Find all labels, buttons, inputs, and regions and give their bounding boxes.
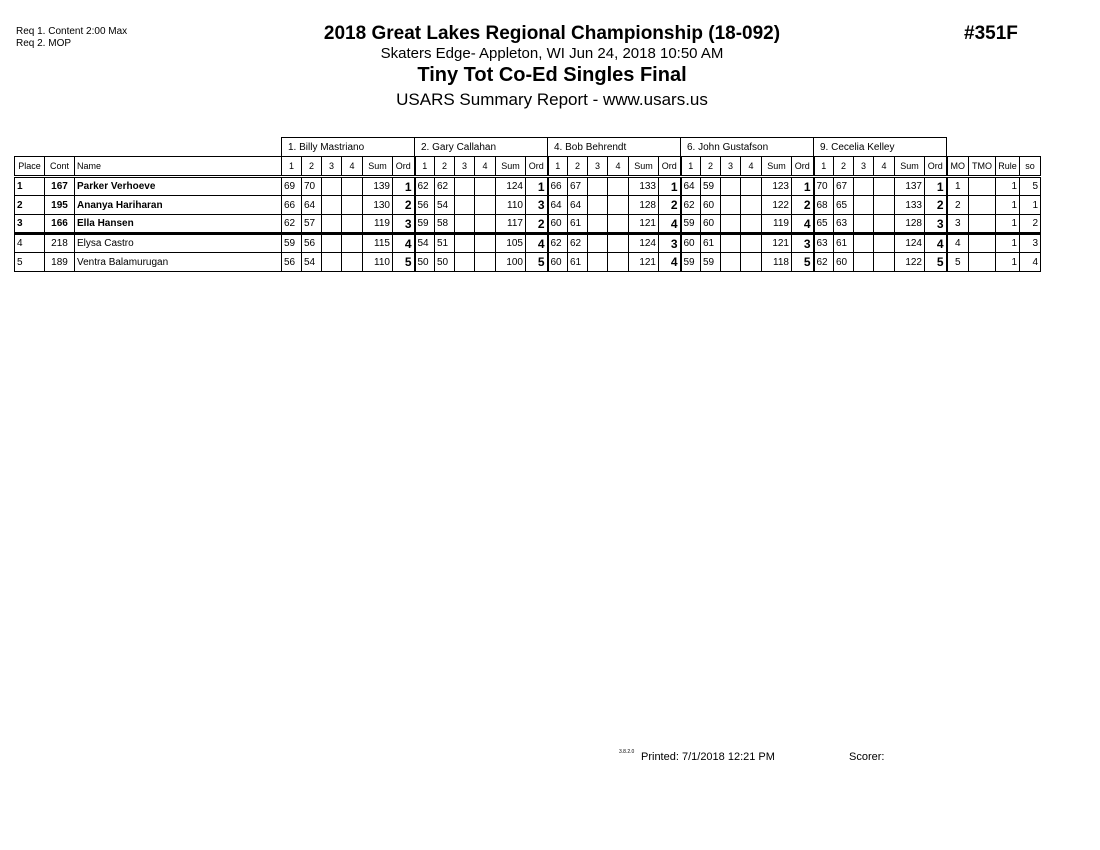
score-cell: 59 — [681, 253, 701, 272]
score-cell: 70 — [302, 177, 322, 196]
score-cell: 61 — [568, 253, 588, 272]
col-header-judge: 1 — [814, 157, 834, 177]
col-header-judge: Ord — [792, 157, 814, 177]
sum-cell: 121 — [762, 234, 792, 253]
ordinal-cell: 5 — [393, 253, 415, 272]
score-cell — [475, 177, 496, 196]
ordinal-cell: 1 — [526, 177, 548, 196]
name-cell: Ananya Hariharan — [75, 196, 282, 215]
table-row — [15, 196, 1041, 215]
ordinal-cell: 4 — [792, 215, 814, 234]
score-cell: 54 — [302, 253, 322, 272]
ordinal-cell: 1 — [393, 177, 415, 196]
rule-cell: 1 — [996, 177, 1020, 196]
mo-cell: 5 — [947, 253, 969, 272]
score-cell — [475, 234, 496, 253]
ordinal-cell: 1 — [925, 177, 947, 196]
tmo-cell — [969, 196, 996, 215]
score-cell: 64 — [548, 196, 568, 215]
event-number: #351F — [964, 23, 1018, 44]
col-header-mo: MO — [947, 157, 969, 177]
score-cell: 56 — [415, 196, 435, 215]
score-cell — [608, 177, 629, 196]
score-cell — [475, 253, 496, 272]
score-cell: 69 — [282, 177, 302, 196]
place-cell: 3 — [15, 215, 45, 234]
score-cell: 68 — [814, 196, 834, 215]
sum-cell: 122 — [895, 253, 925, 272]
score-cell — [741, 234, 762, 253]
score-cell: 64 — [568, 196, 588, 215]
venue-line: Skaters Edge- Appleton, WI Jun 24, 2018 10:50 AM — [380, 45, 724, 62]
score-cell — [322, 215, 342, 234]
score-cell — [322, 177, 342, 196]
col-header-judge: 2 — [701, 157, 721, 177]
so-cell: 3 — [1020, 234, 1041, 253]
mo-cell: 4 — [947, 234, 969, 253]
sum-cell: 122 — [762, 196, 792, 215]
score-cell: 60 — [548, 253, 568, 272]
col-header-judge: 3 — [721, 157, 741, 177]
col-header-so: so — [1020, 157, 1041, 177]
score-cell — [608, 234, 629, 253]
name-cell: Ella Hansen — [75, 215, 282, 234]
col-header-judge: 3 — [854, 157, 874, 177]
score-cell — [322, 253, 342, 272]
score-cell — [874, 196, 895, 215]
score-cell: 66 — [548, 177, 568, 196]
ordinal-cell: 2 — [925, 196, 947, 215]
sum-cell: 119 — [363, 215, 393, 234]
sum-cell: 133 — [629, 177, 659, 196]
score-cell: 63 — [834, 215, 854, 234]
ordinal-cell: 2 — [393, 196, 415, 215]
score-cell: 65 — [834, 196, 854, 215]
sum-cell: 118 — [762, 253, 792, 272]
col-header-judge: 2 — [568, 157, 588, 177]
score-cell — [721, 196, 741, 215]
col-header-judge: Sum — [762, 157, 792, 177]
score-cell — [854, 215, 874, 234]
score-cell — [455, 196, 475, 215]
cont-cell: 218 — [45, 234, 75, 253]
score-cell — [608, 253, 629, 272]
ordinal-cell: 1 — [659, 177, 681, 196]
table-row — [15, 215, 1041, 234]
score-cell — [854, 196, 874, 215]
score-cell: 58 — [435, 215, 455, 234]
mo-cell: 2 — [947, 196, 969, 215]
table-row — [15, 177, 1041, 196]
score-cell — [342, 234, 363, 253]
sum-cell: 133 — [895, 196, 925, 215]
sum-cell: 121 — [629, 215, 659, 234]
ordinal-cell: 3 — [393, 215, 415, 234]
so-cell: 5 — [1020, 177, 1041, 196]
col-header-judge: 2 — [834, 157, 854, 177]
score-cell — [608, 196, 629, 215]
score-cell — [322, 234, 342, 253]
so-cell: 4 — [1020, 253, 1041, 272]
header-spacer — [15, 138, 282, 157]
printed-timestamp: Printed: 7/1/2018 12:21 PM — [641, 751, 775, 763]
ordinal-cell: 2 — [659, 196, 681, 215]
ordinal-cell: 4 — [925, 234, 947, 253]
col-header-rule: Rule — [996, 157, 1020, 177]
score-cell: 65 — [814, 215, 834, 234]
version-label: 3.8.2.0 — [619, 749, 635, 755]
sum-cell: 110 — [363, 253, 393, 272]
sum-cell: 119 — [762, 215, 792, 234]
score-cell — [342, 177, 363, 196]
score-cell — [588, 196, 608, 215]
col-header-judge: 2 — [302, 157, 322, 177]
score-cell: 59 — [681, 215, 701, 234]
ordinal-cell: 5 — [526, 253, 548, 272]
col-header-name: Name — [75, 157, 282, 177]
rule-cell: 1 — [996, 253, 1020, 272]
ordinal-cell: 2 — [526, 215, 548, 234]
score-cell — [608, 215, 629, 234]
col-header-judge: 1 — [548, 157, 568, 177]
score-cell — [741, 177, 762, 196]
score-cell — [874, 177, 895, 196]
col-header-judge: 4 — [475, 157, 496, 177]
col-header-judge: 2 — [435, 157, 455, 177]
sum-cell: 124 — [496, 177, 526, 196]
score-cell: 50 — [415, 253, 435, 272]
sum-cell: 115 — [363, 234, 393, 253]
score-cell — [342, 196, 363, 215]
score-cell: 60 — [548, 215, 568, 234]
score-cell: 67 — [568, 177, 588, 196]
score-cell — [854, 253, 874, 272]
score-cell: 62 — [282, 215, 302, 234]
table-row — [15, 253, 1041, 272]
score-cell: 62 — [415, 177, 435, 196]
col-header-judge: 4 — [342, 157, 363, 177]
ordinal-cell: 3 — [659, 234, 681, 253]
score-cell: 62 — [814, 253, 834, 272]
score-cell — [854, 234, 874, 253]
ordinal-cell: 3 — [925, 215, 947, 234]
col-header-judge: Sum — [629, 157, 659, 177]
score-cell — [854, 177, 874, 196]
col-header-judge: 1 — [415, 157, 435, 177]
score-cell: 64 — [681, 177, 701, 196]
col-header-judge: Ord — [925, 157, 947, 177]
score-cell: 59 — [701, 253, 721, 272]
so-cell: 1 — [1020, 196, 1041, 215]
report-title: USARS Summary Report - www.usars.us — [396, 90, 708, 109]
score-cell — [874, 234, 895, 253]
sum-cell: 100 — [496, 253, 526, 272]
mo-cell: 1 — [947, 177, 969, 196]
so-cell: 2 — [1020, 215, 1041, 234]
score-cell — [741, 253, 762, 272]
tmo-cell — [969, 215, 996, 234]
place-cell: 1 — [15, 177, 45, 196]
judge-name: 1. Billy Mastriano — [282, 138, 415, 157]
place-cell: 2 — [15, 196, 45, 215]
sum-cell: 137 — [895, 177, 925, 196]
summary-table — [14, 137, 1041, 272]
judge-name: 4. Bob Behrendt — [548, 138, 681, 157]
scorer-label: Scorer: — [849, 751, 885, 763]
score-cell — [741, 196, 762, 215]
score-cell: 62 — [681, 196, 701, 215]
ordinal-cell: 4 — [393, 234, 415, 253]
page-title: 2018 Great Lakes Regional Championship (18-092) — [323, 23, 781, 44]
score-cell — [721, 215, 741, 234]
sum-cell: 117 — [496, 215, 526, 234]
cont-cell: 189 — [45, 253, 75, 272]
col-header-judge: Sum — [496, 157, 526, 177]
mo-cell: 3 — [947, 215, 969, 234]
score-cell: 66 — [282, 196, 302, 215]
score-cell — [342, 215, 363, 234]
score-cell: 54 — [435, 196, 455, 215]
ordinal-cell: 1 — [792, 177, 814, 196]
score-cell: 59 — [415, 215, 435, 234]
sum-cell: 124 — [629, 234, 659, 253]
ordinal-cell: 2 — [792, 196, 814, 215]
score-cell: 56 — [282, 253, 302, 272]
col-header-cont: Cont — [45, 157, 75, 177]
name-cell: Parker Verhoeve — [75, 177, 282, 196]
ordinal-cell: 4 — [659, 215, 681, 234]
sum-cell: 128 — [629, 196, 659, 215]
requirement-1: Req 1. Content 2:00 Max — [16, 26, 128, 37]
col-header-judge: Ord — [393, 157, 415, 177]
cont-cell: 167 — [45, 177, 75, 196]
score-cell — [475, 215, 496, 234]
judge-name: 6. John Gustafson — [681, 138, 814, 157]
col-header-judge: 4 — [874, 157, 895, 177]
score-cell: 61 — [701, 234, 721, 253]
score-cell — [455, 253, 475, 272]
ordinal-cell: 3 — [792, 234, 814, 253]
col-header-judge: 3 — [588, 157, 608, 177]
score-cell: 54 — [415, 234, 435, 253]
score-cell: 60 — [834, 253, 854, 272]
score-cell: 61 — [834, 234, 854, 253]
sum-cell: 105 — [496, 234, 526, 253]
score-cell — [588, 215, 608, 234]
tmo-cell — [969, 177, 996, 196]
col-header-judge: Ord — [526, 157, 548, 177]
ordinal-cell: 5 — [792, 253, 814, 272]
col-header-judge: 3 — [455, 157, 475, 177]
score-cell — [342, 253, 363, 272]
score-cell: 70 — [814, 177, 834, 196]
score-cell: 60 — [701, 196, 721, 215]
score-cell: 62 — [568, 234, 588, 253]
score-cell — [721, 177, 741, 196]
col-header-tmo: TMO — [969, 157, 996, 177]
score-cell: 63 — [814, 234, 834, 253]
name-cell: Ventra Balamurugan — [75, 253, 282, 272]
col-header-judge: 4 — [608, 157, 629, 177]
tmo-cell — [969, 234, 996, 253]
score-cell — [721, 253, 741, 272]
rule-cell: 1 — [996, 196, 1020, 215]
cont-cell: 195 — [45, 196, 75, 215]
score-cell: 51 — [435, 234, 455, 253]
event-name: Tiny Tot Co-Ed Singles Final — [417, 64, 687, 86]
score-cell — [874, 253, 895, 272]
rule-cell: 1 — [996, 234, 1020, 253]
col-header-judge: Sum — [895, 157, 925, 177]
ordinal-cell: 3 — [526, 196, 548, 215]
score-cell: 59 — [282, 234, 302, 253]
score-cell — [741, 215, 762, 234]
score-cell — [455, 215, 475, 234]
col-header-judge: 4 — [741, 157, 762, 177]
sum-cell: 110 — [496, 196, 526, 215]
col-header-judge: 1 — [282, 157, 302, 177]
place-cell: 5 — [15, 253, 45, 272]
score-cell: 60 — [681, 234, 701, 253]
sum-cell: 128 — [895, 215, 925, 234]
score-cell: 56 — [302, 234, 322, 253]
score-cell — [475, 196, 496, 215]
judge-name: 2. Gary Callahan — [415, 138, 548, 157]
score-cell: 64 — [302, 196, 322, 215]
score-cell — [455, 234, 475, 253]
score-cell — [588, 177, 608, 196]
sum-cell: 130 — [363, 196, 393, 215]
table-row — [15, 234, 1041, 253]
rule-cell: 1 — [996, 215, 1020, 234]
score-cell: 62 — [548, 234, 568, 253]
ordinal-cell: 4 — [659, 253, 681, 272]
score-cell: 50 — [435, 253, 455, 272]
col-header-judge: 3 — [322, 157, 342, 177]
ordinal-cell: 4 — [526, 234, 548, 253]
score-cell: 57 — [302, 215, 322, 234]
col-header-place: Place — [15, 157, 45, 177]
column-header-row — [15, 157, 1041, 177]
ordinal-cell: 5 — [925, 253, 947, 272]
judge-header-row — [15, 138, 1041, 157]
score-cell: 67 — [834, 177, 854, 196]
requirement-2: Req 2. MOP — [16, 38, 72, 49]
score-cell — [322, 196, 342, 215]
cont-cell: 166 — [45, 215, 75, 234]
score-cell — [721, 234, 741, 253]
score-cell: 62 — [435, 177, 455, 196]
score-cell: 59 — [701, 177, 721, 196]
sum-cell: 121 — [629, 253, 659, 272]
col-header-judge: 1 — [681, 157, 701, 177]
col-header-judge: Sum — [363, 157, 393, 177]
score-cell — [455, 177, 475, 196]
score-cell: 60 — [701, 215, 721, 234]
sum-cell: 124 — [895, 234, 925, 253]
name-cell: Elysa Castro — [75, 234, 282, 253]
tmo-cell — [969, 253, 996, 272]
score-cell: 61 — [568, 215, 588, 234]
place-cell: 4 — [15, 234, 45, 253]
judge-name: 9. Cecelia Kelley — [814, 138, 947, 157]
score-cell — [874, 215, 895, 234]
col-header-judge: Ord — [659, 157, 681, 177]
sum-cell: 123 — [762, 177, 792, 196]
score-cell — [588, 253, 608, 272]
header-spacer — [947, 138, 1041, 157]
sum-cell: 139 — [363, 177, 393, 196]
score-cell — [588, 234, 608, 253]
